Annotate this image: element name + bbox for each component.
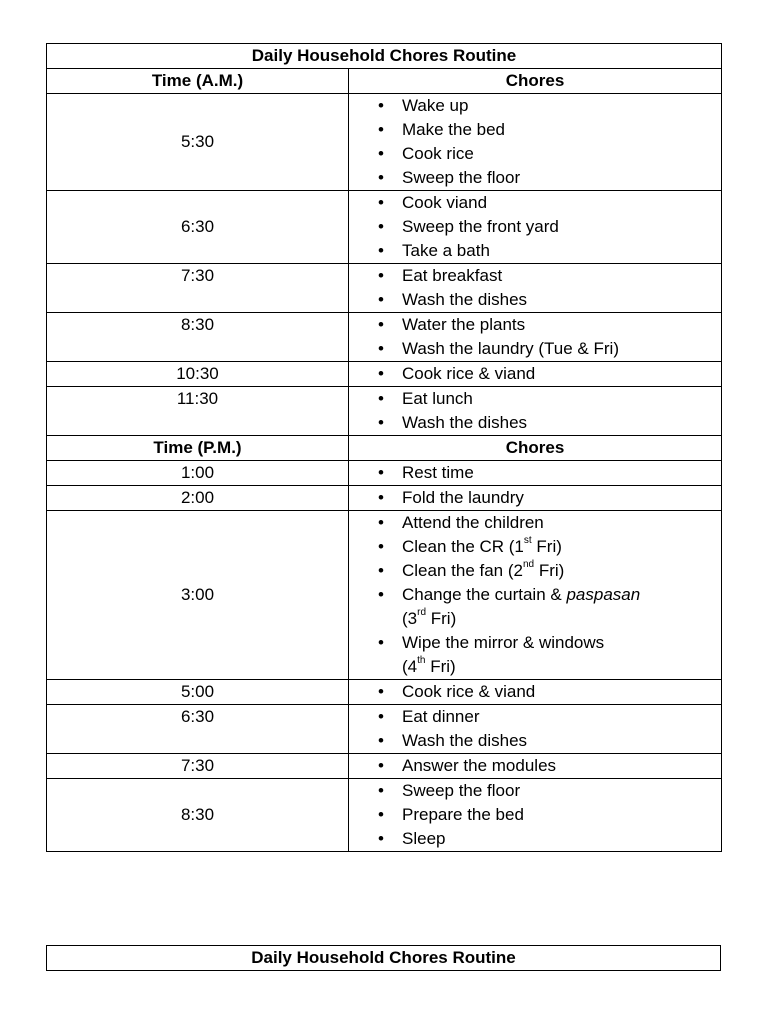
list-item: • Sweep the front yard bbox=[349, 215, 721, 239]
list-item: • Make the bed bbox=[349, 118, 721, 142]
time-cell: 7:30 bbox=[47, 264, 349, 313]
chore-emphasis: paspasan bbox=[566, 585, 641, 604]
title-row bbox=[47, 946, 721, 971]
table-row bbox=[47, 461, 722, 486]
chore-text: Clean the fan (2 bbox=[402, 561, 523, 580]
chores-cell bbox=[349, 387, 722, 436]
table-title: Daily Household Chores Routine bbox=[47, 946, 721, 971]
ordinal-suffix: th bbox=[417, 655, 426, 667]
title-row bbox=[47, 44, 722, 69]
chore-text: Fri) bbox=[426, 609, 457, 628]
ordinal-suffix: rd bbox=[417, 607, 427, 619]
chores-cell bbox=[349, 511, 722, 680]
am-header-row bbox=[47, 69, 722, 94]
table-row bbox=[47, 387, 722, 436]
list-item bbox=[349, 583, 721, 631]
list-item: • Eat breakfast bbox=[349, 264, 721, 288]
table-row bbox=[47, 705, 722, 754]
chore-text: (4 bbox=[402, 657, 418, 676]
chores-cell bbox=[349, 486, 722, 511]
chore-text: (3 bbox=[402, 609, 418, 628]
chores-cell bbox=[349, 191, 722, 264]
table-row bbox=[47, 486, 722, 511]
list-item: • Sleep bbox=[349, 827, 721, 851]
chores-cell bbox=[349, 754, 722, 779]
list-item: • Fold the laundry bbox=[349, 486, 721, 510]
list-item: • Cook viand bbox=[349, 191, 721, 215]
chore-text: Clean the CR (1 bbox=[402, 537, 524, 556]
table-row bbox=[47, 313, 722, 362]
time-cell: 7:30 bbox=[47, 754, 349, 779]
list-item: • Wash the laundry (Tue & Fri) bbox=[349, 337, 721, 361]
table-row bbox=[47, 511, 722, 680]
list-item: • Sweep the floor bbox=[349, 166, 721, 190]
list-item: • Wash the dishes bbox=[349, 288, 721, 312]
list-item: • Cook rice & viand bbox=[349, 362, 721, 386]
chores-table bbox=[46, 43, 722, 852]
table-row bbox=[47, 680, 722, 705]
time-cell: 2:00 bbox=[47, 486, 349, 511]
table-row bbox=[47, 779, 722, 852]
list-item: • Eat dinner bbox=[349, 705, 721, 729]
pm-chores-header: Chores bbox=[349, 436, 722, 461]
chore-text: Wipe the mirror & windows bbox=[402, 633, 605, 652]
time-cell: 6:30 bbox=[47, 705, 349, 754]
chores-cell bbox=[349, 313, 722, 362]
time-cell: 1:00 bbox=[47, 461, 349, 486]
list-item bbox=[349, 559, 721, 583]
chores-cell bbox=[349, 264, 722, 313]
chores-table-second bbox=[46, 945, 721, 971]
time-cell: 5:00 bbox=[47, 680, 349, 705]
list-item: • Cook rice bbox=[349, 142, 721, 166]
table-row bbox=[47, 191, 722, 264]
time-cell: 5:30 bbox=[47, 94, 349, 191]
list-item: • Prepare the bed bbox=[349, 803, 721, 827]
time-cell: 11:30 bbox=[47, 387, 349, 436]
am-time-header: Time (A.M.) bbox=[47, 69, 349, 94]
chore-text: Fri) bbox=[425, 657, 456, 676]
chores-cell bbox=[349, 705, 722, 754]
list-item: • Wake up bbox=[349, 94, 721, 118]
time-cell: 8:30 bbox=[47, 779, 349, 852]
chore-continuation bbox=[402, 607, 713, 631]
list-item: • Cook rice & viand bbox=[349, 680, 721, 704]
table-title: Daily Household Chores Routine bbox=[47, 44, 722, 69]
chore-text: Change the curtain & bbox=[402, 585, 567, 604]
list-item: • Take a bath bbox=[349, 239, 721, 263]
list-item: • Attend the children bbox=[349, 511, 721, 535]
time-cell: 8:30 bbox=[47, 313, 349, 362]
am-chores-header: Chores bbox=[349, 69, 722, 94]
chore-text: Fri) bbox=[531, 537, 562, 556]
ordinal-suffix: nd bbox=[522, 559, 535, 571]
chores-cell bbox=[349, 362, 722, 387]
list-item: • Eat lunch bbox=[349, 387, 721, 411]
chore-continuation bbox=[402, 655, 713, 679]
table-row bbox=[47, 754, 722, 779]
ordinal-suffix: st bbox=[523, 535, 532, 547]
chores-cell bbox=[349, 461, 722, 486]
chores-cell bbox=[349, 680, 722, 705]
time-cell: 6:30 bbox=[47, 191, 349, 264]
list-item: • Wash the dishes bbox=[349, 729, 721, 753]
list-item: • Rest time bbox=[349, 461, 721, 485]
time-cell: 10:30 bbox=[47, 362, 349, 387]
pm-time-header: Time (P.M.) bbox=[47, 436, 349, 461]
table-row bbox=[47, 362, 722, 387]
time-cell: 3:00 bbox=[47, 511, 349, 680]
list-item: • Sweep the floor bbox=[349, 779, 721, 803]
chore-text: Fri) bbox=[534, 561, 565, 580]
table-row bbox=[47, 94, 722, 191]
list-item: • Water the plants bbox=[349, 313, 721, 337]
list-item: • Answer the modules bbox=[349, 754, 721, 778]
table-row bbox=[47, 264, 722, 313]
list-item bbox=[349, 631, 721, 679]
chores-cell bbox=[349, 94, 722, 191]
list-item: • Wash the dishes bbox=[349, 411, 721, 435]
chores-cell bbox=[349, 779, 722, 852]
list-item bbox=[349, 535, 721, 559]
pm-header-row bbox=[47, 436, 722, 461]
